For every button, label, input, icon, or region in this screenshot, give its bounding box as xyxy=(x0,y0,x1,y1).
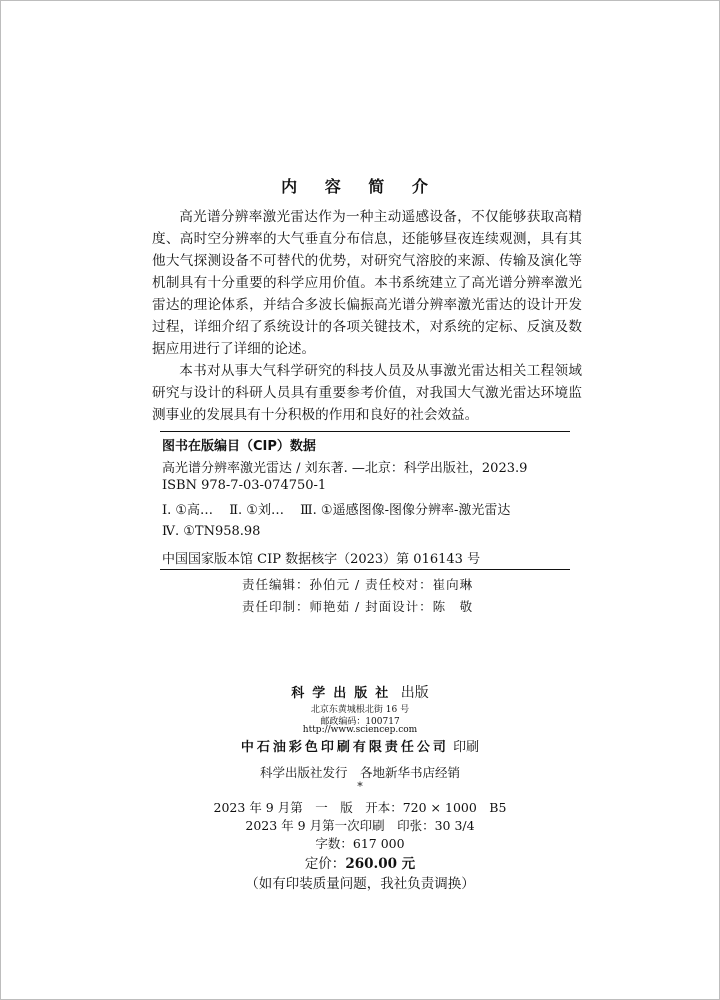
price-row xyxy=(0,852,720,872)
cip-classification xyxy=(162,500,572,542)
quality-notice: （如有印装质量问题，我社负责调换） xyxy=(245,876,475,892)
credits-line: 责任印制：师艳茹 / 封面设计：陈 敬 xyxy=(242,599,474,614)
publisher-address: 北京东黄城根北街 16 号 xyxy=(310,705,410,715)
cip-class-item: Ⅱ. ①刘… xyxy=(229,503,284,518)
summary-title: 内 容 简 介 xyxy=(281,177,439,196)
price-value: 260.00 元 xyxy=(345,856,416,872)
cip-class-item: Ⅰ. ①高… xyxy=(162,503,214,518)
word-count: 字数：617 000 xyxy=(315,836,405,851)
publisher-postcode: 邮政编码：100717 xyxy=(320,717,400,727)
cip-top-rule xyxy=(160,431,570,432)
cip-citation: 高光谱分辨率激光雷达 / 刘东著. —北京：科学出版社，2023.9 xyxy=(162,461,528,476)
printing-line: 2023 年 9 月第一次印刷 印张：30 3/4 xyxy=(245,818,475,833)
credits-line: 责任编辑：孙伯元 / 责任校对：崔向琳 xyxy=(242,577,474,592)
cip-verification: 中国国家版本馆 CIP 数据核字（2023）第 016143 号 xyxy=(162,552,481,567)
summary-body xyxy=(152,206,582,426)
cip-isbn: ISBN 978-7-03-074750-1 xyxy=(162,478,327,493)
separator-asterisk: * xyxy=(357,780,363,793)
summary-paragraph: 高光谱分辨率激光雷达作为一种主动遥感设备，不仅能够获取高精度、高时空分辨率的大气垂直分布信息，还能够昼夜连续观测，具有其他大气探测设备不可替代的优势，对研究气溶胶的来源、传输及演化等机制具有十分重要的科学应用价值。本书系统建立了高光谱分辨率激光雷达的理论体系，并结合多波长偏振高光谱分辨率激光雷达的设计开发过程，详细介绍了系统设计的各项关键技术，对系统的定标、反演及数据应用进行了详细的论述。 xyxy=(152,209,582,357)
distribution: 科学出版社发行 各地新华书店经销 xyxy=(259,765,460,780)
printer-logo: 中石油彩色印刷有限责任公司 xyxy=(240,740,449,755)
publisher-logo: 科学出版社 xyxy=(291,686,397,701)
publisher-suffix: 出版 xyxy=(400,685,429,701)
price-label: 定价： xyxy=(304,856,346,872)
summary-paragraph: 本书对从事大气科学研究的科技人员及从事激光雷达相关工程领域研究与设计的科研人员具有重要参考价值，对我国大气激光雷达环境监测事业的发展具有十分积极的作用和良好的社会效益。 xyxy=(152,363,582,423)
printer-row xyxy=(0,736,720,755)
cip-heading: 图书在版编目（CIP）数据 xyxy=(162,439,316,454)
cip-bottom-rule xyxy=(160,569,570,570)
cip-class-item: Ⅲ. ①遥感图像-图像分辨率-激光雷达 xyxy=(300,503,511,518)
printer-suffix: 印刷 xyxy=(453,740,480,755)
publisher-website: http://www.sciencep.com xyxy=(302,725,418,735)
cip-class-item: Ⅳ. ①TN958.98 xyxy=(162,524,261,539)
edition-line: 2023 年 9 月第 一 版 开本：720 × 1000 B5 xyxy=(213,800,507,815)
publisher-row xyxy=(0,682,720,702)
